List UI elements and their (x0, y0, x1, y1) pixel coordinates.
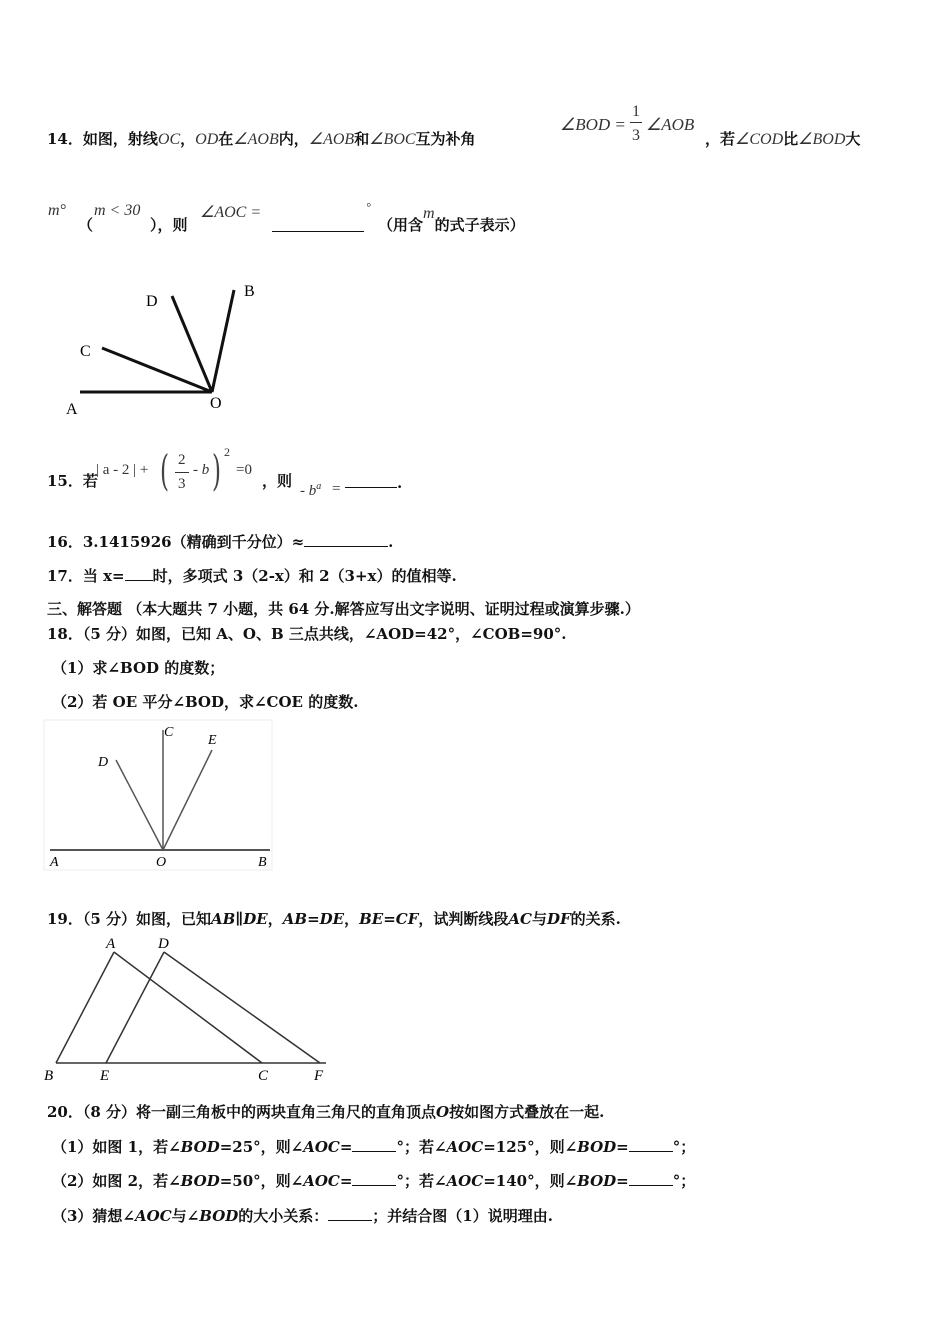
q15-paren-left: ( (160, 446, 170, 495)
q15-abs: | a - 2 | + (96, 462, 149, 478)
q14-frac-den: 3 (632, 127, 640, 144)
q20-sub1: （1）如图 1，若∠BOD=25°，则∠AOC= °；若∠AOC=125°，则∠BOD= °； (52, 1138, 696, 1156)
label-a: A (66, 401, 78, 418)
q15-minus-b: - b (193, 462, 210, 478)
label-b: B (258, 855, 267, 870)
seg-ab (56, 952, 114, 1063)
q14-hint: （用含m的式子表示） (378, 205, 525, 234)
q20-s1-blank-1[interactable] (352, 1136, 396, 1152)
q18-sub2: （2）若 OE 平分∠BOD，求∠COE 的度数. (52, 693, 359, 711)
ray-oe (163, 750, 212, 850)
q15-answer-blank[interactable] (345, 473, 397, 488)
label-o: O (210, 395, 222, 412)
q14-answer-blank[interactable] (272, 214, 364, 232)
q19-figure (42, 932, 342, 1084)
label-d: D (98, 755, 109, 770)
q14-formula-right: ∠AOB (646, 115, 695, 134)
label-c: C (164, 725, 174, 740)
ray-od (116, 760, 163, 850)
q15-frac-den: 3 (178, 476, 186, 492)
label-a: A (106, 936, 116, 952)
q15-eq0: =0 (236, 462, 252, 478)
label-c: C (258, 1068, 269, 1084)
q20-s2-blank-2[interactable] (629, 1170, 673, 1186)
section3-title: 三、解答题 （本大题共 7 小题，共 64 分.解答应写出文字说明、证明过程或演算步骤.） (47, 600, 640, 618)
ray-ob (212, 290, 234, 392)
q14-frac-bar (630, 122, 642, 123)
label-o: O (156, 855, 167, 870)
q15-frac-num: 2 (178, 452, 186, 468)
q20-s1-blank-2[interactable] (629, 1136, 673, 1152)
q16-answer-blank[interactable] (304, 530, 388, 547)
q18-frame (44, 720, 272, 870)
label-d: D (146, 293, 158, 310)
q19-stem: 19．（5 分）如图，已知AB∥DE，AB=DE，BE=CF，试判断线段AC与DF的关系. (47, 910, 621, 928)
q20-s3-blank[interactable] (328, 1205, 372, 1221)
q18-figure (44, 720, 274, 872)
q15-then: ，则 (262, 472, 293, 490)
q15-expr-eq: = (332, 481, 341, 497)
label-b: B (44, 1068, 54, 1084)
q15-expr: - $b^a$ (300, 481, 322, 499)
label-b: B (244, 283, 255, 300)
q14-deg: ° (366, 200, 371, 214)
q17-line: 17．当 x= 时，多项式 3（2-x）和 2（3+x）的值相等. (47, 564, 457, 586)
q20-stem: 20．（8 分）将一副三角板中的两块直角三角尺的直角顶点O按如图方式叠放在一起. (47, 1103, 605, 1121)
q15-intro: 15．若 (47, 472, 98, 490)
q14-line1-end: ，若∠COD比∠BOD大 (705, 130, 861, 148)
label-c: C (80, 343, 91, 360)
label-e: E (208, 733, 217, 748)
q14-m-cond: m < 30 (94, 202, 141, 219)
q15-frac-bar (175, 472, 189, 473)
q18-sub1: （1）求∠BOD 的度数； (52, 659, 225, 677)
label-a: A (50, 855, 59, 870)
q14-paren-open: （ (78, 216, 94, 234)
q14-paren-close: ），则 (150, 216, 188, 234)
q14-frac-num: 1 (632, 103, 640, 120)
label-d: D (158, 936, 169, 952)
q20-s2-blank-1[interactable] (352, 1170, 396, 1186)
q16-line: 16．3.1415926（精确到千分位）≈ . (47, 530, 393, 552)
label-f: F (314, 1068, 324, 1084)
q15-end: . (397, 474, 403, 492)
q15-paren-right: ) (212, 446, 222, 495)
q20-sub2: （2）如图 2，若∠BOD=50°，则∠AOC= °；若∠AOC=140°，则∠BOD= °； (52, 1172, 696, 1190)
q14-formula-left: ∠BOD = (560, 115, 626, 134)
q18-stem: 18．（5 分）如图，已知 A、O、B 三点共线，∠AOD=42°，∠COB=90°. (47, 625, 567, 643)
q14-m-deg: m° (48, 202, 66, 219)
label-e: E (100, 1068, 110, 1084)
q15-power: 2 (224, 445, 230, 459)
q20-sub3: （3）猜想∠AOC与∠BOD的大小关系： ；并结合图（1）说明理由. (52, 1207, 553, 1225)
q17-answer-blank[interactable] (125, 564, 153, 581)
q14-figure (60, 280, 270, 420)
q14-ang-aoc: ∠AOC = (200, 204, 262, 221)
q14-line1: 14．如图，射线OC，OD在∠AOB内，∠AOB和∠BOC互为补角 (47, 130, 476, 148)
